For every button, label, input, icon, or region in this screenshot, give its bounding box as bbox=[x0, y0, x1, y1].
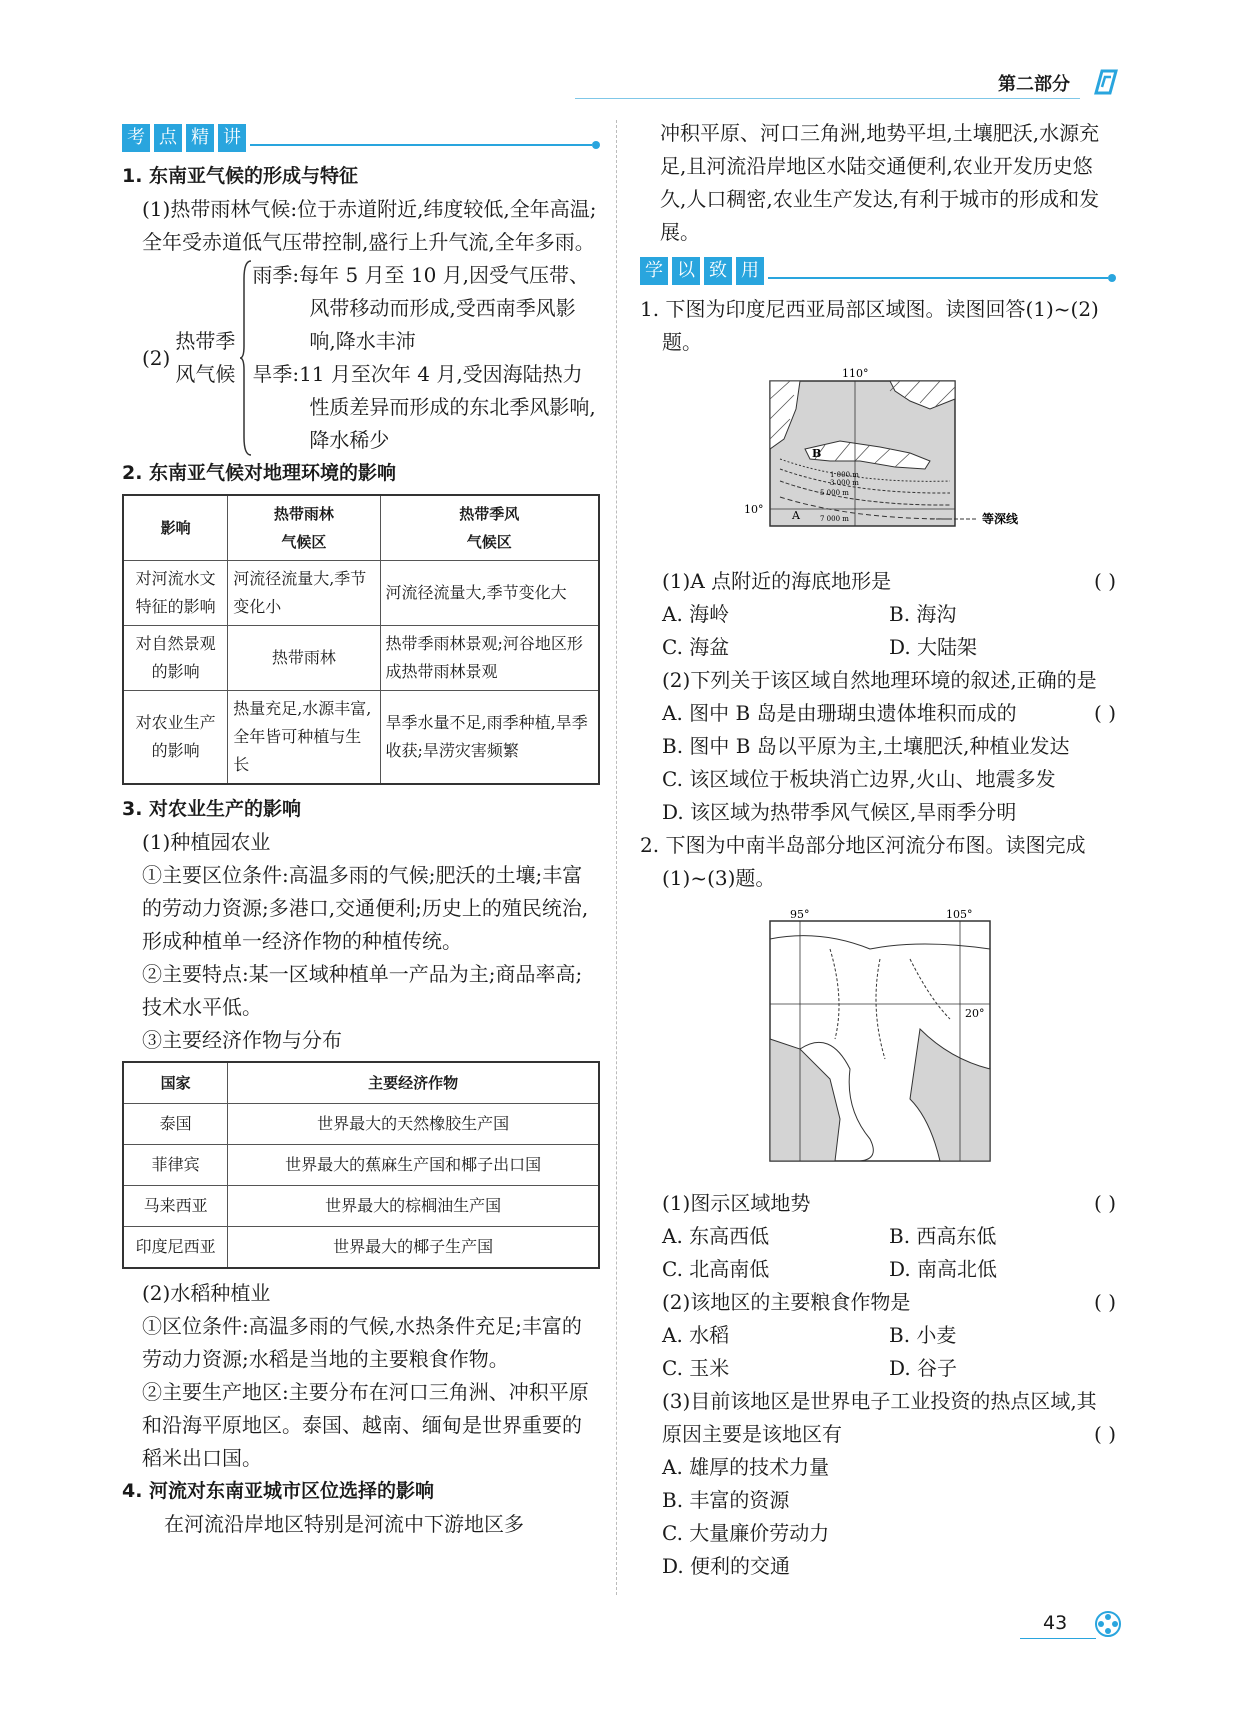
options-1-1-cd bbox=[640, 631, 1116, 664]
option-a[interactable]: A. 图中 B 岛是由珊瑚虫遗体堆积而成的 bbox=[662, 701, 1017, 725]
table-row: 泰国 世界最大的天然橡胶生产国 bbox=[123, 1104, 599, 1145]
option-a[interactable]: A. 水稻 bbox=[662, 1323, 730, 1347]
map1-b-label: B bbox=[812, 447, 822, 460]
paragraph-plantation-features: ②主要特点:某一区域种植单一产品为主;商品率高;技术水平低。 bbox=[142, 962, 583, 1019]
option-a[interactable]: A. 海岭 bbox=[662, 602, 730, 626]
paragraph-plantation-conditions: ①主要区位条件:高温多雨的气候;肥沃的土壤;丰富的劳动力资源;多港口,交通便利;历史上的殖民统治,形成种植单一经济作物的种植传统。 bbox=[142, 863, 589, 953]
options-2-1-cd bbox=[640, 1253, 1116, 1286]
table-row: 马来西亚 世界最大的棕榈油生产国 bbox=[123, 1186, 599, 1227]
part-logo-icon bbox=[1090, 67, 1120, 97]
option-d[interactable]: D. 便利的交通 bbox=[662, 1554, 791, 1578]
dry-season-text: 旱季:11 月至次年 4 月,受因海陆热力性质差异而形成的东北季风影响,降水稀少 bbox=[252, 362, 596, 452]
option-b[interactable]: B. 海沟 bbox=[889, 602, 957, 626]
map1-legend: 等深线 bbox=[982, 512, 1019, 526]
paragraph-rivers: 在河流沿岸地区特别是河流中下游地区多 bbox=[164, 1512, 524, 1536]
option-b[interactable]: B. 西高东低 bbox=[889, 1224, 997, 1248]
subheading-rice: (2)水稻种植业 bbox=[142, 1281, 271, 1305]
film-reel-icon bbox=[1094, 1610, 1122, 1638]
question-1-1: (1)A 点附近的海底地形是 ( ) bbox=[662, 569, 1116, 593]
option-c[interactable]: C. 玉米 bbox=[662, 1356, 730, 1380]
option-c[interactable]: C. 大量廉价劳动力 bbox=[662, 1521, 830, 1545]
map1-depth-4: 7 000 m bbox=[820, 515, 849, 523]
options-1-1 bbox=[640, 598, 1116, 631]
right-column bbox=[640, 117, 1116, 1583]
map2-lat-label: 20° bbox=[965, 1007, 985, 1020]
map1-depth-3: 5 000 m bbox=[820, 489, 849, 497]
paragraph-rainforest: (1)热带雨林气候:位于赤道附近,纬度较低,全年高温;全年受赤道低气压带控制,盛行上升气流,全年多雨。 bbox=[142, 197, 597, 254]
heading-2: 2. 东南亚气候对地理环境的影响 bbox=[122, 462, 397, 484]
page-number: 43 bbox=[1043, 1612, 1068, 1634]
option-d[interactable]: D. 谷子 bbox=[889, 1356, 958, 1380]
heading-3: 3. 对农业生产的影响 bbox=[122, 798, 302, 820]
map2-lon1-label: 95° bbox=[790, 908, 810, 921]
question-1-2: (2)下列关于该区域自然地理环境的叙述,正确的是 ( ) bbox=[662, 668, 1116, 725]
left-column bbox=[122, 120, 600, 1541]
table-row: 对自然景观的影响 热带雨林 热带季雨林景观;河谷地区形成热带雨林景观 bbox=[123, 626, 599, 691]
option-c[interactable]: C. 北高南低 bbox=[662, 1257, 770, 1281]
option-d[interactable]: D. 该区域为热带季风气候区,旱雨季分明 bbox=[662, 800, 1017, 824]
subheading-plantation: (1)种植园农业 bbox=[142, 830, 271, 854]
paragraph-crops-intro: ③主要经济作物与分布 bbox=[142, 1028, 342, 1052]
options-2-2-cd bbox=[640, 1352, 1116, 1385]
option-d[interactable]: D. 大陆架 bbox=[889, 635, 978, 659]
option-c[interactable]: C. 该区域位于板块消亡边界,火山、地震多发 bbox=[662, 767, 1056, 791]
crops-table: 国家 主要经济作物 泰国 世界最大的天然橡胶生产国 菲律宾 世界最大的蕉麻生产国和椰子出口国 马来西亚 世界最大的棕榈油生产国 印度尼西亚 世界最大的椰子生产国 bbox=[122, 1061, 600, 1269]
options-2-2 bbox=[640, 1319, 1116, 1352]
table-row: 对农业生产的影响 热量充足,水源丰富,全年皆可种植与生长 旱季水量不足,雨季种植,旱季收获;旱涝灾害频繁 bbox=[123, 691, 599, 785]
option-d[interactable]: D. 南高北低 bbox=[889, 1257, 998, 1281]
map2-lon2-label: 105° bbox=[946, 908, 973, 921]
option-b[interactable]: B. 小麦 bbox=[889, 1323, 957, 1347]
option-b[interactable]: B. 丰富的资源 bbox=[662, 1488, 790, 1512]
question-2-3: (3)目前该地区是世界电子工业投资的热点区域,其原因主要是该地区有 ( ) bbox=[662, 1389, 1116, 1446]
section-title-xueyi: 学 以 致 用 bbox=[640, 253, 1116, 289]
paragraph-rivers-continued: 冲积平原、河口三角洲,地势平坦,土壤肥沃,水源充足,且河流沿岸地区水陆交通便利,农业开发历史悠久,人口稠密,农业生产发达,有利于城市的形成和发展。 bbox=[660, 121, 1100, 244]
option-c[interactable]: C. 海盆 bbox=[662, 635, 730, 659]
question-1: 1. 下图为印度尼西亚局部区域图。读图回答(1)~(2)题。 bbox=[640, 297, 1099, 354]
paragraph-rice-conditions: ①区位条件:高温多雨的气候,水热条件充足;丰富的劳动力资源;水稻是当地的主要粮食作物。 bbox=[142, 1314, 582, 1371]
heading-4: 4. 河流对东南亚城市区位选择的影响 bbox=[122, 1480, 435, 1502]
option-a[interactable]: A. 东高西低 bbox=[662, 1224, 770, 1248]
indochina-map bbox=[760, 909, 1000, 1169]
question-2-2: (2)该地区的主要粮食作物是 ( ) bbox=[662, 1290, 1116, 1314]
page-number-rule bbox=[1020, 1638, 1096, 1639]
header-rule bbox=[575, 98, 1080, 99]
brace-icon bbox=[240, 259, 252, 457]
option-b[interactable]: B. 图中 B 岛以平原为主,土壤肥沃,种植业发达 bbox=[662, 734, 1070, 758]
rainy-season-text: 雨季:每年 5 月至 10 月,因受气压带、风带移动而形成,受西南季风影响,降水丰沛 bbox=[252, 263, 590, 353]
map1-lon-label: 110° bbox=[842, 367, 869, 380]
map1-depth-2: 3 000 m bbox=[830, 479, 859, 487]
option-a[interactable]: A. 雄厚的技术力量 bbox=[662, 1455, 830, 1479]
section-title-kaodian: 考 点 精 讲 bbox=[122, 120, 600, 156]
column-divider bbox=[616, 120, 617, 1595]
indonesia-map bbox=[744, 367, 1080, 549]
table-row: 对河流水文特征的影响 河流径流量大,季节变化小 河流径流量大,季节变化大 bbox=[123, 561, 599, 626]
map1-lat-label: 10° bbox=[744, 503, 764, 516]
map1-a-label: A bbox=[792, 509, 800, 522]
table-row: 印度尼西亚 世界最大的椰子生产国 bbox=[123, 1227, 599, 1269]
part-label: 第二部分 bbox=[998, 74, 1070, 95]
question-2: 2. 下图为中南半岛部分地区河流分布图。读图完成(1)~(3)题。 bbox=[640, 833, 1086, 890]
table-row: 菲律宾 世界最大的蕉麻生产国和椰子出口国 bbox=[123, 1145, 599, 1186]
map1-depth-1: 1 000 m bbox=[830, 471, 859, 479]
options-2-1 bbox=[640, 1220, 1116, 1253]
question-2-1: (1)图示区域地势 ( ) bbox=[662, 1191, 1116, 1215]
heading-1: 1. 东南亚气候的形成与特征 bbox=[122, 165, 359, 187]
paragraph-rice-regions: ②主要生产地区:主要分布在河口三角洲、冲积平原和沿海平原地区。泰国、越南、缅甸是世界重要的稻米出口国。 bbox=[142, 1380, 589, 1470]
monsoon-brace-block: (2) 热带季 风气候 雨季:每年 5 月至 10 月,因受气压带、风带移动而形成,受西南季风影响,降水丰沛 旱季:11 月至次年 4 月,受因海陆热力性质差异而形成的东北季风影响,降水稀少 bbox=[142, 259, 600, 457]
climate-impact-table: 影响 热带雨林 气候区 热带季风 气候区 对河流水文特征的影响 河流径流量大,季节变化小 河流径流量大,季节变化大 对自然景观的影响 热带雨林 热带季雨林景观;河谷地区形成热带雨林景观 对农业生产的影响 热量充足,水源丰富,全年皆可种植与生长 旱季水量不足,雨季种植,旱季收获;旱涝灾害频繁 bbox=[122, 494, 600, 785]
